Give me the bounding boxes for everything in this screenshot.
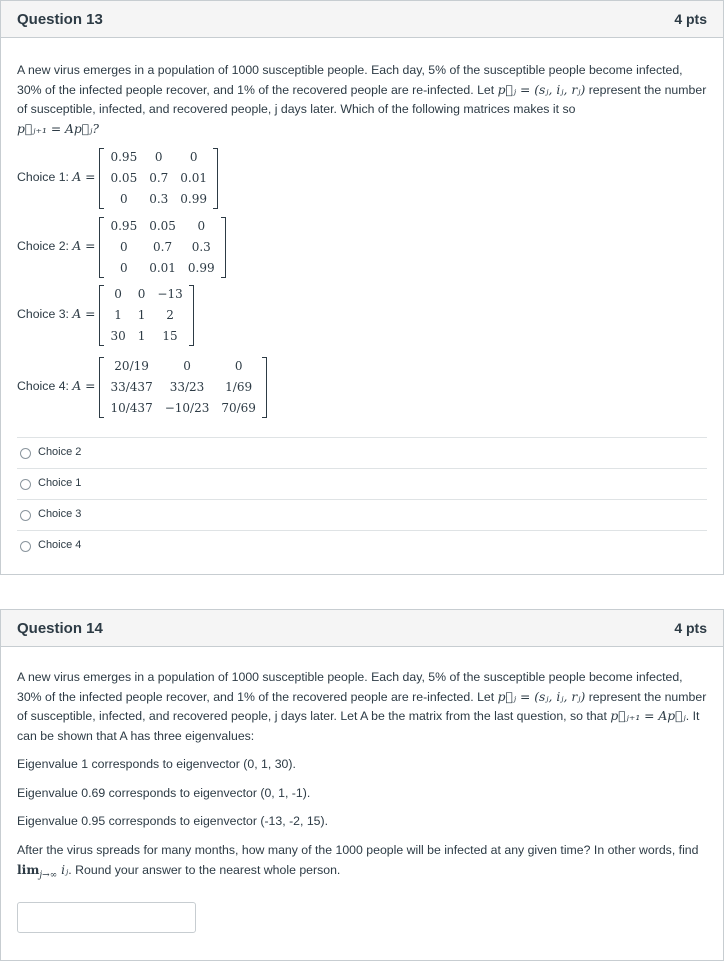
q14-limit: lim [17, 862, 40, 877]
choice-4-eq: = [81, 379, 96, 394]
q14-equation: p⃗ⱼ₊₁ = Ap⃗ⱼ [610, 709, 686, 723]
choice-1-bracket-matrix [99, 147, 218, 210]
matrix-cell: 0 [120, 191, 128, 206]
choice-1-label [17, 168, 95, 188]
answer-label: Choice 1 [38, 477, 82, 490]
q14-text-5: . Round your answer to the nearest whole person. [68, 863, 341, 877]
question-14-title: Question 14 [17, 619, 103, 637]
choice-2-matrix [17, 213, 707, 281]
choice-3-bracket-matrix [99, 284, 193, 347]
matrix-cell: 0.95 [110, 149, 138, 164]
eigen-line-1: Eigenvalue 1 corresponds to eigenvector (0, 1, 30). [17, 757, 296, 771]
matrix-cell: −13 [157, 286, 183, 301]
matrix-cell: 0.01 [180, 170, 208, 185]
choice-1-matrix [17, 145, 707, 211]
question-14-card [0, 609, 724, 961]
matrix-cell: 1 [137, 328, 146, 343]
matrix-cell: 0.99 [187, 260, 215, 275]
q14-text-4: After the virus spreads for many months, how many of the 1000 people will be infected at any given time? In other words, find [17, 842, 699, 857]
radio-button[interactable] [20, 479, 31, 490]
matrix-cell: 0 [154, 149, 163, 164]
matrix-cell: 0.95 [110, 218, 138, 233]
matrix-cell: 0 [120, 239, 128, 254]
matrix-cell: 0 [114, 286, 122, 301]
question-14-text [17, 668, 707, 746]
matrix-cell: 0.3 [191, 239, 211, 254]
matrix-cell: 1 [137, 307, 146, 322]
q14-limit-var: iⱼ [57, 863, 69, 877]
q13-text-1: A new virus emerges in a population of 1000 susceptible people. Each day, 5% of the susceptible people become infected, 30% of the infected people recover, and 1% of the recovered people are re-infected. Let [17, 63, 683, 97]
matrix-cell: 1/69 [225, 379, 253, 394]
answer-option-choice-2[interactable] [17, 437, 707, 468]
choice-2-label [17, 237, 95, 257]
choice-3-matrix [17, 281, 707, 349]
answer-option-choice-3[interactable] [17, 499, 707, 530]
matrix-cell: 0 [197, 218, 206, 233]
choice-3-eq: = [81, 307, 96, 322]
question-13-header [1, 1, 723, 38]
choices-list [17, 145, 707, 423]
radio-button[interactable] [20, 541, 31, 552]
choice-1-var: A [72, 170, 82, 185]
matrix-cell: 0.99 [180, 191, 208, 206]
matrix-cell: 2 [166, 307, 174, 322]
choice-3-label-text: Choice 3: [17, 307, 73, 322]
choice-2-var: A [72, 239, 82, 254]
choice-4-bracket-matrix [99, 356, 266, 419]
matrix-cell: 0.7 [153, 239, 173, 254]
matrix-cell: 0 [120, 260, 128, 275]
q13-vector-def: p⃗ⱼ = (sⱼ, iⱼ, rⱼ) [497, 82, 586, 97]
answer-label: Choice 4 [38, 539, 82, 552]
radio-button[interactable] [20, 448, 31, 459]
matrix-cell: 0.7 [149, 170, 169, 185]
answer-label: Choice 2 [38, 446, 82, 459]
matrix-cell: 0.05 [149, 218, 176, 233]
q14-limit-sub: j→∞ [39, 870, 58, 881]
radio-button[interactable] [20, 510, 31, 521]
question-14-points: 4 pts [674, 620, 707, 636]
choice-3-var: A [72, 307, 82, 322]
answer-option-choice-1[interactable] [17, 468, 707, 499]
matrix-cell: 0.3 [149, 191, 169, 206]
matrix-cell: 0 [189, 149, 198, 164]
question-13-body [1, 38, 723, 561]
choice-4-matrix [17, 351, 707, 423]
matrix-cell: 30 [110, 328, 126, 343]
question-14-prompt [17, 841, 707, 886]
matrix-cell: 20/19 [114, 358, 149, 373]
matrix-cell: 33/23 [169, 379, 205, 394]
choice-2-label-text: Choice 2: [17, 239, 73, 254]
choice-1-label-text: Choice 1: [17, 170, 73, 185]
eigen-line-3: Eigenvalue 0.95 corresponds to eigenvector (-13, -2, 15). [17, 814, 329, 828]
answer-input[interactable] [17, 902, 196, 933]
q14-vector-def: p⃗ⱼ = (sⱼ, iⱼ, rⱼ) [497, 689, 586, 704]
q13-question-mark: ? [92, 121, 100, 136]
q14-text-1: A new virus emerges in a population of 1000 susceptible people. Each day, 5% of the susceptible people become infected, 30% of the infected people recover, and 1% of the recovered people are re-infected. Let [17, 670, 683, 704]
matrix-cell: 15 [162, 328, 178, 343]
choice-4-label [17, 377, 95, 397]
matrix-cell: 0 [183, 358, 191, 373]
matrix-cell: 0.01 [149, 260, 176, 275]
matrix-cell: 70/69 [221, 400, 256, 415]
choice-1-eq: = [81, 170, 96, 185]
matrix-cell: 33/437 [110, 379, 153, 394]
answer-option-choice-4[interactable] [17, 530, 707, 561]
matrix-cell: −10/23 [164, 400, 210, 415]
question-14-header [1, 610, 723, 647]
matrix-cell: 10/437 [110, 400, 153, 415]
choice-2-eq: = [81, 239, 96, 254]
q13-equation: p⃗ⱼ₊₁ = Ap⃗ⱼ [17, 121, 93, 136]
choice-4-var: A [72, 379, 82, 394]
q14-text-2: represent the number of susceptible, infected, and recovered people, j days later. Let A be the matrix from the last question, so that [17, 689, 707, 723]
q14-text-3: . It can be shown that A has three eigenvalues: [17, 709, 700, 743]
question-13-title: Question 13 [17, 10, 103, 28]
matrix-cell: 0.05 [110, 170, 138, 185]
answer-options [17, 437, 707, 561]
choice-3-label [17, 305, 95, 325]
q13-text-2: represent the number of susceptible, infected, and recovered people, j days later. Which of the following matrices makes it so [17, 82, 707, 116]
choice-4-label-text: Choice 4: [17, 379, 73, 394]
matrix-cell: 1 [114, 307, 122, 322]
question-13-text [17, 61, 707, 139]
choice-2-bracket-matrix [99, 216, 225, 279]
question-13-points: 4 pts [674, 11, 707, 27]
question-14-body [1, 647, 723, 933]
eigen-line-2: Eigenvalue 0.69 corresponds to eigenvector (0, 1, -1). [17, 785, 311, 800]
answer-label: Choice 3 [38, 508, 82, 521]
matrix-cell: 0 [234, 358, 243, 373]
matrix-cell: 0 [137, 286, 146, 301]
